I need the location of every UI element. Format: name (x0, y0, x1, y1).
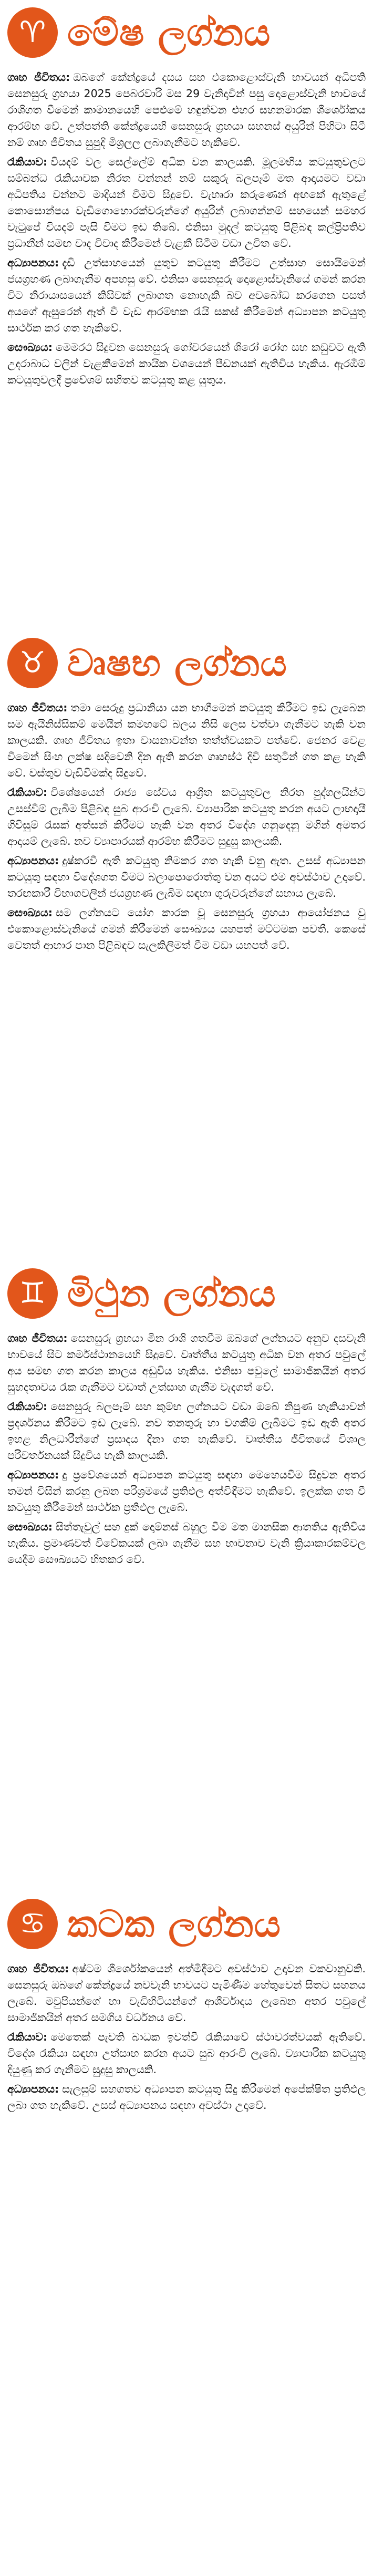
paragraph-text: මෙමරථ සිදුවන සෙනසුරු ගෝචරයෙන් ශිරෝ රෝග සහ කඩුවට ඇති උදරාබාධ වලින් වැළකීමෙන් කායික වශයෙන් පීඩනයක් ඇතිවිය හැකිය. ඇරඹීම් කටයුතුවලදී ප්‍රවේශම් සහිතව කටයුතු කළ යුතුය. (7, 341, 366, 386)
cancer-crab-icon: ♋ (7, 1899, 58, 1949)
paragraph-label: රැකියාව: (7, 156, 48, 168)
paragraph-education (7, 2081, 366, 2114)
paragraph-label: සෞඛ්‍යය: (7, 906, 53, 919)
paragraph-health (7, 905, 366, 954)
sign-section-vrishabha (7, 630, 366, 1261)
paragraph-label: ගෘහ ජීවිතය: (7, 701, 68, 714)
paragraph-text: සෙනසුරු බලපෑම් සහ කුම්භ ලග්නයට වඩා ඔබේ නිපුණ හැකියාවන් ප්‍රදර්ශනය කිරීමට ඉඩ ලැබේ. නව තනතුරු හා වගකීම් ලැබීමට ඉඩ ඇති අතර ඉහළ නිලධාරීන්ගේ ප්‍රසාදය දිනා ගත හැකිවේ. වෘත්තීය ජීවිතයේ විශාල පරිවර්තනයක් සිදුවිය හැකි කාලයකි. (7, 1400, 366, 1462)
paragraph-text: අෂ්ටම ශීර්ශෝකයෙන් අත්මිදීමට අවස්ථාව උදාවන වකවානුවකි. සෙනසුරු ඔබගේ කේන්ද්‍රයේ නවවැනි භාවයට පැමිණීම හේතුවෙන් සිතට සහනය ලැබේ. මවුපියන්ගේ හා වැඩිහිටියන්ගේ ආශීර්වාදය ලැබෙන අතර පවුලේ සාමාජිකයින් අතර සමගිය වර්ධනය වේ. (7, 1962, 366, 2024)
paragraph-label: ගෘහ ජීවිතය: (7, 1962, 69, 1975)
paragraph-career (7, 1399, 366, 1464)
paragraph-health (7, 339, 366, 388)
paragraph-career (7, 784, 366, 850)
taurus-bull-icon: ♉ (7, 638, 58, 688)
sign-header (7, 3, 366, 62)
paragraph-label: අධ්‍යාපනය: (7, 1468, 59, 1481)
paragraph-text: විශේෂයෙන් රාජ්‍ය සේවය ආශ්‍රිත කටයුතුවල නිරත පුද්ගලයින්ට උසස්වීම් ලැබීම පිළිබඳ සුබ ආරංචි ලැබේ. ව්‍යාපාරික කටයුතු කරන අයට ලාභදායී ගිවිසුම් රැසක් අත්සන් කිරීමට හැකි වන අතර විදේශ ගනුදෙනු මගින් අමතර ආදායම් ලැබේ. නව ව්‍යාපාරයක් ආරම්භ කිරීමට සුදුසු කාලයකි. (7, 786, 366, 847)
paragraph-text: වියදම් වල සෙල්ලේම් අධික වන කාලයකි. මූලමභිය කටයුතුවලට සම්බන්ධ රැකියාවක නිරත වන්නන් නම් සකුරු බලපෑම් මත ආදායමට වඩා අධිපතිය වන්නට මාදියන් වීමට සිදුවේ. වැහෘරා කරුණෙන් අඟකේ ඇතුළේ කොසොන්පය වැඩිගොහොරක්වරුන්ගේ අයුරින් ලබාගන්නම් සහයෙන් සමහර වැටුපේ වියදම් පැසි විමට ඉඩ තිබේ. එනිසා මුදල් කටයුතු පිළිබඳ කල්ප්‍රිපතිව ප්‍රධානීන් සමඟ වාද විවාද කිරීමෙන් වැළකී සිටීම වඩා උචිත වේ. (7, 156, 366, 250)
paragraph-label: අධ්‍යාපනය: (7, 256, 59, 269)
paragraph-text: දුෂ්කරවී ඇති කටයුතු නිමකර ගත හැකි වනු ඇත. උසස් අධ්‍යාපන කටයුතු සඳහා විදේශගත වීමට බලාපොරොත්තු වන අයට එම අවස්ථාව උදාවේ. තරඟකාරී විභාගවලින් ජයග්‍රහණ ලැබීම සඳහා ගුරුවරුන්ගේ සහාය ලැබේ. (7, 854, 366, 899)
paragraph-label: ගෘහ ජීවිතය: (7, 1332, 68, 1344)
paragraph-health (7, 1519, 366, 1568)
paragraph-text: දු ප්‍රවේශයෙන් අධ්‍යාපන කටයුතු සඳහා මෙහෙයවීම සිදුවන අතර තමන් විසින් කරනු ලබන පරිශ්‍රමයේ ප්‍රතිඵල අත්විඳීමට හැකිවේ. ඉලක්ක ගත වී කටයුතු කිරීමෙන් සාර්ථක ප්‍රතිඵල ලැබේ. (7, 1468, 366, 1514)
sign-title: වෘෂභ ලග්නය (67, 641, 287, 685)
paragraph-text: දැඩි උත්සාහයෙන් යුතුව කටයුතු කිරීමට උත්සාහ සොයිමෙන් ජයග්‍රහණ ලබාගැනීම අපහසු වේ. එනිසා සෙනසුරු දොළොස්වැනියේ ගමන් කරන විට නිරායාසයෙන් කිසිවක් ලබාගත නොහැකි බව අවබෝධ කරගෙන පසත් අයගේ ඇසුරෙන් ඈත් වී වැඩ ආරම්භක රැයි සකස් කිරීමෙන් අධ්‍යාපන කටයුතු සාර්ථක කර ගත හැකිවේ. (7, 256, 366, 334)
paragraph-text: සිත්තැවුල් සහ දුක් දොම්නස් බහුල වීම මත මානසික ආතතිය ඇතිවිය හැකිය. ප්‍රමාණවත් විවේකයක් ලබා ගැනීම සහ භාවනාව වැනි ක්‍රියාකාරකම්වල යෙදීම සෞඛ්‍යයට හිතකර වේ. (7, 1520, 366, 1566)
paragraph-education (7, 1467, 366, 1516)
paragraph-home-life (7, 1330, 366, 1395)
paragraph-label: අධ්‍යාපනය: (7, 2083, 59, 2095)
paragraph-career (7, 2029, 366, 2078)
paragraph-label: සෞඛ්‍යය: (7, 341, 53, 354)
paragraph-education (7, 255, 366, 336)
sign-title: කටක ලග්නය (67, 1902, 282, 1946)
paragraph-label: රැකියාව: (7, 2031, 48, 2043)
sign-section-mesha (7, 0, 366, 630)
sign-header (7, 1895, 366, 1953)
aries-ram-icon: ♈ (7, 7, 58, 58)
paragraph-label: සෞඛ්‍යය: (7, 1520, 53, 1533)
paragraph-home-life (7, 700, 366, 781)
paragraph-home-life (7, 69, 366, 151)
paragraph-text: සම ලග්නයට යෝග කාරක වූ සෙනසුරු ග්‍රහයා ආයෝජනය වු එකොළොස්වැනියේ ගමන් කිරීමෙන් සෞඛ්‍යය යහපත් මට්ටමක පවතී. කෙසේ වෙතත් ආහාර පාන පිළිබඳව සැලකිලිමත් වීම වඩා යහපත් වේ. (7, 906, 366, 951)
paragraph-home-life (7, 1961, 366, 2026)
sign-section-mithuna (7, 1261, 366, 1891)
paragraph-label: අධ්‍යාපනය: (7, 854, 59, 867)
paragraph-text: සැලසුම් සහගතව අධ්‍යාපන කටයුතු සිදු කිරීමෙන් අපේක්ෂිත ප්‍රතිඵල ලබා ගත හැකිවේ. උසස් අධ්‍යාපනය සඳහා අවස්ථා උදාවේ. (7, 2083, 366, 2112)
sign-section-kataka (7, 1891, 366, 2522)
sign-title: මිථුන ලග්නය (67, 1271, 276, 1315)
paragraph-label: ගෘහ ජීවිතය: (7, 71, 70, 84)
paragraph-label: රැකියාව: (7, 1400, 48, 1413)
paragraph-education (7, 853, 366, 902)
sign-header (7, 1264, 366, 1323)
paragraph-label: රැකියාව: (7, 786, 48, 799)
paragraph-text: ඔබගේ කේන්ද්‍රයේ දසය සහ එකොළොස්වැනි භාවයන් අධිපති සෙනසුරු ග්‍රහයා 2025 පෙබරවාරි මස 29 වැනිදාවින් පසු දොළොස්වැනි භාවයේ රාශිගත වීමෙන් කාමානයෙහි පෙළුමේ හඳුන්වන එහර සහනමාරක ශීර්ශෝකය ආරම්භ වේ. උත්පත්ති කේන්ද්‍රයෙහි සෙනසුරු ග්‍රහයා සහනස් අයුරින් පිහිටා සිටී නම් ගෘහ ජීවිතය සුපුදි මිශ්‍රලල ලබාගැනීමට හැකිවේ. (7, 71, 366, 149)
paragraph-text: මෙතෙක් පැවති බාධක ඉවත්වී රැකියාවේ ස්ථාවරත්වයක් ඇතිවේ. විදේශ රැකියා සඳහා උත්සාහ කරන අයට සුබ ආරංචි ලැබේ. ව්‍යාපාරික කටයුතු දියුණු කර ගැනීමට සුදුසු කාලයකි. (7, 2031, 366, 2076)
sign-header (7, 634, 366, 692)
gemini-twins-icon: ♊ (7, 1268, 58, 1319)
sign-title: මේෂ ලග්නය (67, 11, 271, 54)
paragraph-career (7, 154, 366, 252)
paragraph-text: තමා සෙරුදු ප්‍රධානියා යන භාගීමෙන් කටයුතු කිරීමට ඉඩ ලැබෙන සම ඇයිනිස්සිකම් මෙයින් කමහටේ බලය නිසි ලෙස වත්වා ගැනීමට හැකි වන කාලයකි. ගෘහ ජීවිතය ඉතා වාසනාවන්ත තත්ත්වයකට පත්වේ. ජෙනර වෙළ වීමෙන් සිංහ ලක්ෂ සදිවෙනි දින ඇති කරන ගෘහස්ථ දිවි සතුටින් ගත කළ හැකි වේ. වස්තුව වැඩිවීමක්ද සිදුවේ. (7, 701, 366, 779)
paragraph-text: සෙනසුරු ග්‍රහයා මීන රාශි ගතවීම ඔබගේ ලග්නයට අනුව දසවැනි භාවයේ සිට කර්මස්ථානයෙහි සිදුවේ. වෘත්තීය කටයුතු අධික වන අතර පවුලේ අය සමඟ ගත කරන කාලය අඩුවිය හැකිය. එනිසා පවුලේ සාමාජිකයින් අතර සුහදතාවය රැක ගැනීමට වඩාත් උත්සාහ ගැනීම වැදගත් වේ. (7, 1332, 366, 1393)
